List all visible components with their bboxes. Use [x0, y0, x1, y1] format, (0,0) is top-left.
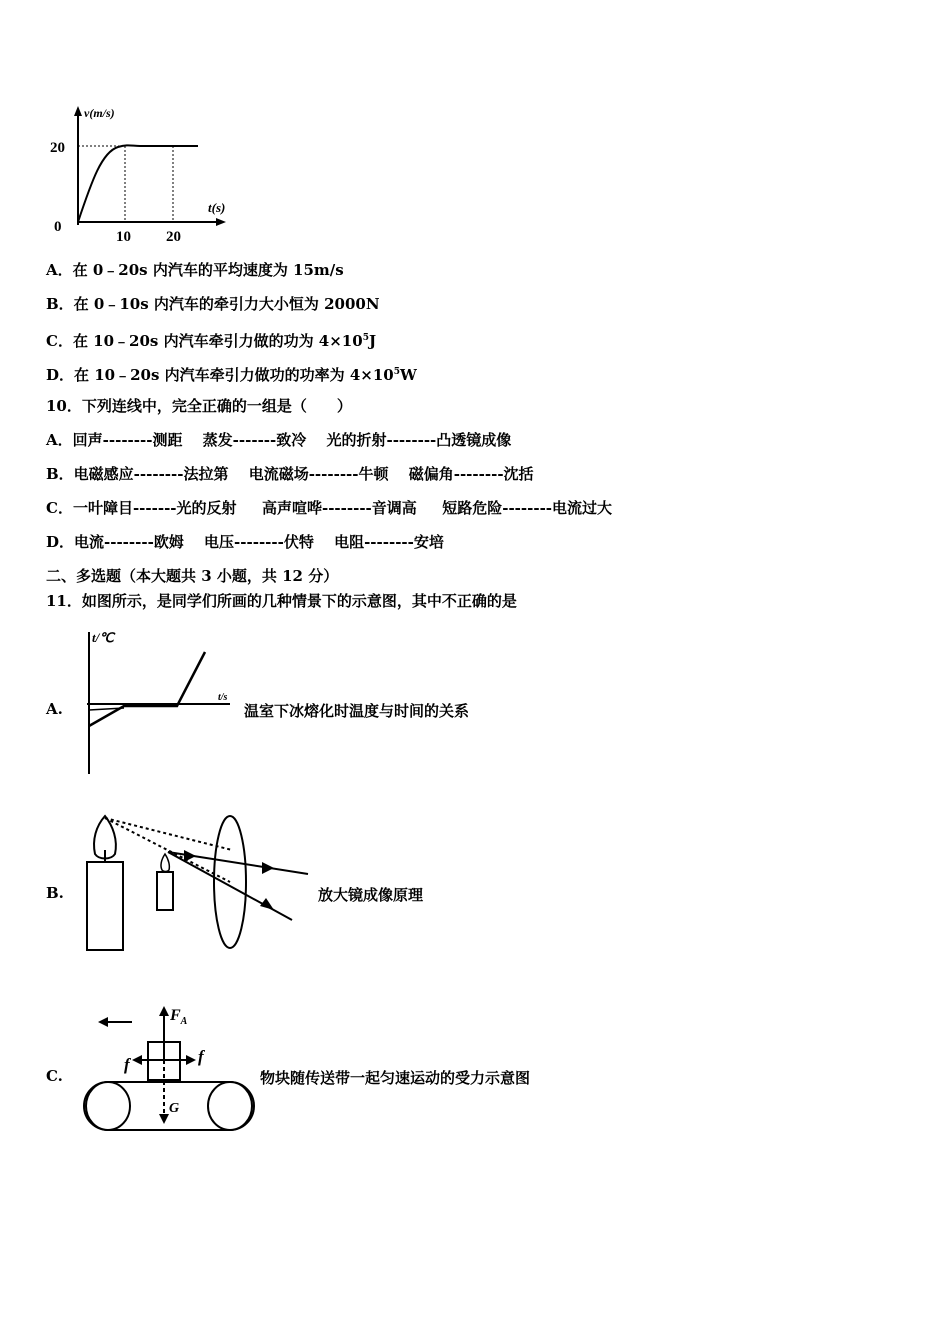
- q10-stem: 10．下列连线中，完全正确的一组是（ ）: [46, 397, 352, 415]
- q10-option-a: A．回声--------测距 蒸发-------致冷 光的折射--------凸透镜成像: [46, 431, 512, 449]
- q11-option-c-label: C.: [46, 1067, 63, 1085]
- ray-2-arrowhead: [260, 898, 274, 910]
- q11-option-a-caption: 温室下冰熔化时温度与时间的关系: [244, 702, 470, 720]
- y-axis-label: v(m/s): [84, 106, 115, 120]
- q9-option-c-exponent: 5: [362, 333, 369, 343]
- q10-option-c: C．一叶障目-------光的反射 高声喧哗--------音调高 短路危险--------电流过大: [46, 499, 613, 517]
- small-candle-flame: [161, 854, 169, 872]
- ray-1-left-arrowhead: [184, 850, 196, 862]
- x-tick-label-10: 10: [116, 229, 131, 245]
- ray-1-arrowhead: [262, 862, 274, 874]
- q9-option-d-text: D．在 10﹣20s 内汽车牵引力做功的功率为 4×10: [46, 366, 394, 384]
- friction-right-label: f: [198, 1047, 204, 1066]
- q11-option-b-label: B.: [46, 884, 64, 902]
- melting-temperature-line: [89, 652, 205, 726]
- graph-a-y-label: t/℃: [92, 630, 114, 645]
- q9-option-d: [46, 362, 417, 385]
- q11-option-a-label: A.: [46, 700, 63, 718]
- q9-option-c-text: C．在 10﹣20s 内汽车牵引力做的功为 4×10: [46, 332, 363, 350]
- x-axis-arrow: [216, 218, 226, 226]
- q11-option-c-caption: 物块随传送带一起匀速运动的受力示意图: [260, 1069, 531, 1087]
- conveyor-belt-diagram: [80, 1000, 260, 1140]
- origin-label: 0: [54, 219, 62, 235]
- left-roller: [86, 1082, 130, 1130]
- q9-option-d-exponent: 5: [393, 367, 401, 377]
- support-force-arrowhead: [159, 1006, 169, 1016]
- section-heading: 二、多选题（本大题共 3 小题，共 12 分）: [46, 567, 339, 585]
- magnifier-diagram: [80, 810, 310, 960]
- q11-option-b-caption: 放大镜成像原理: [318, 886, 424, 904]
- motion-arrowhead: [98, 1017, 108, 1027]
- q9-option-a: A．在 0﹣20s 内汽车的平均速度为 15m/s: [46, 261, 344, 279]
- right-roller: [208, 1082, 252, 1130]
- graph-a-x-label: t/s: [218, 692, 228, 703]
- velocity-time-graph: [40, 100, 240, 250]
- friction-left-arrowhead: [132, 1055, 142, 1065]
- x-tick-label-20: 20: [166, 229, 181, 245]
- q9-option-c: [46, 328, 376, 351]
- gravity-label: G: [169, 1101, 180, 1116]
- q10-option-d: D．电流--------欧姆 电压--------伏特 电阻--------安培: [46, 533, 444, 551]
- velocity-curve: [78, 145, 198, 222]
- large-candle-body: [87, 862, 123, 950]
- support-force-label: $F_A$: [170, 1007, 188, 1027]
- q9-option-c-unit: J: [368, 332, 377, 350]
- friction-left-label: f: [124, 1055, 130, 1074]
- q11-stem: 11．如图所示，是同学们所画的几种情景下的示意图，其中不正确的是: [46, 592, 517, 610]
- y-axis-arrow: [74, 106, 82, 116]
- ice-melting-graph: [80, 622, 240, 782]
- small-candle-body: [157, 872, 173, 910]
- q9-option-d-unit: W: [400, 366, 417, 384]
- q9-option-b: B．在 0﹣10s 内汽车的牵引力大小恒为 2000N: [46, 295, 380, 313]
- friction-right-arrowhead: [186, 1055, 196, 1065]
- x-axis-label: t(s): [208, 200, 226, 215]
- dashed-ray-1: [105, 818, 232, 850]
- q10-option-b: B．电磁感应--------法拉第 电流磁场--------牛顿 磁偏角--------沈括: [46, 465, 534, 483]
- y-tick-label: 20: [50, 140, 65, 156]
